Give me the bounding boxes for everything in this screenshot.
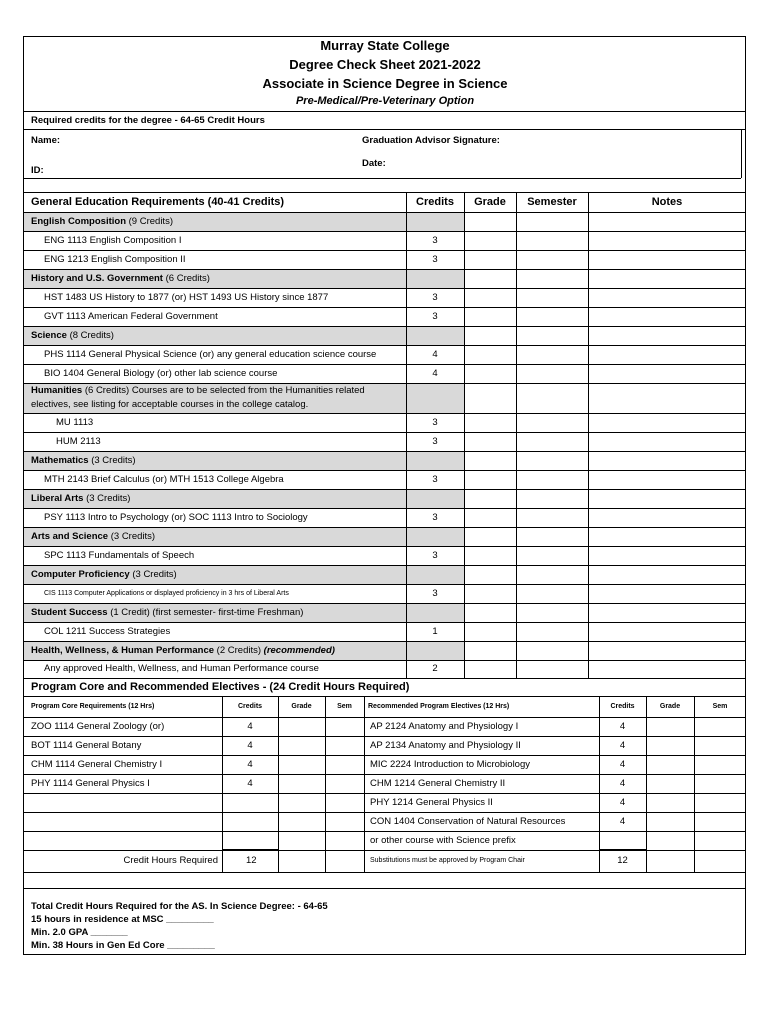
core-left-head: Program Core Requirements (12 Hrs) [31,703,155,710]
credits-math1: 3 [432,474,438,485]
course-sci2: BIO 1404 General Biology (or) other lab science course [44,368,278,379]
date-label: Date: [362,158,386,169]
section-cp-title: Computer Proficiency [31,569,130,580]
course-cp1: CIS 1113 Computer Applications or displayed proficiency in 3 hrs of Liberal Arts [44,590,289,597]
section-as-title: Arts and Science [31,531,109,542]
core-right-col-credits: Credits [610,703,635,710]
section-hum [31,384,365,412]
section-eng-credits: (9 Credits) [128,216,173,227]
credits-sci1: 4 [432,349,438,360]
credits-hist1: 3 [432,292,438,303]
footer-total: Total Credit Hours Required for the AS. In Science Degree: - 64-65 [31,901,328,912]
sheet-title: Degree Check Sheet 2021-2022 [289,57,481,72]
core-left-total: 12 [246,855,257,866]
course-math1: MTH 2143 Brief Calculus (or) MTH 1513 College Algebra [44,474,284,485]
section-ss [31,603,303,622]
credits-hum1: 3 [432,417,438,428]
col-credits: Credits [416,196,454,208]
credits-cp1: 3 [432,588,438,599]
credits-hist2: 3 [432,311,438,322]
id-label: ID: [31,165,44,176]
core-right-credits: 4 [619,778,626,789]
col-notes: Notes [651,196,683,208]
credits-sci2: 4 [432,368,438,379]
core-right-course: PHY 1214 General Physics II [370,797,493,808]
credits-ss1: 1 [432,626,438,637]
section-ss-title: Student Success [31,607,108,618]
core-right-course: CHM 1214 General Chemistry II [370,778,506,789]
substitutions-note: Substitutions must be approved by Program Chair [370,857,525,864]
section-as [31,527,155,546]
core-left-credits: 4 [247,721,253,732]
core-left-credits: 4 [247,778,253,789]
option-title: Pre-Medical/Pre-Veterinary Option [295,95,475,107]
required-credits: Required credits for the degree - 64-65 Credit Hours [31,115,265,126]
section-hum-text-2: electives, see listing for acceptable courses in the college catalog. [31,399,309,410]
footer-residence: 15 hours in residence at MSC _________ [31,914,214,925]
core-right-col-sem: Sem [712,703,728,710]
core-right-credits: 4 [619,797,626,808]
core-left-col-credits: Credits [237,703,263,710]
credit-hours-required-label: Credit Hours Required [123,855,218,866]
section-hw-title: Health, Wellness, & Human Performance [31,645,215,656]
core-right-course: AP 2124 Anatomy and Physiology I [370,721,519,732]
credits-hw1: 2 [432,663,438,674]
section-eng-title: English Composition [31,216,126,227]
degree-title: Associate in Science Degree in Science [262,76,508,91]
course-hist2: GVT 1113 American Federal Government [44,311,218,322]
core-right-credits: 4 [619,816,626,827]
course-hum2: HUM 2113 [56,436,101,447]
section-sci-credits: (8 Credits) [69,330,114,341]
core-left-course: CHM 1114 General Chemistry I [31,759,163,770]
section-eng [31,212,173,231]
section-hum-text: (6 Credits) Courses are to be selected from the Humanities related [84,385,365,396]
course-as1: SPC 1113 Fundamentals of Speech [44,550,195,561]
core-left-course: PHY 1114 General Physics I [31,778,150,789]
section-sci [31,326,114,345]
section-math-title: Mathematics [31,455,89,466]
section-hw [31,641,335,660]
college-name: Murray State College [320,38,450,53]
core-left-course: ZOO 1114 General Zoology (or) [31,721,165,732]
core-right-head: Recommended Program Electives (12 Hrs) [368,703,510,710]
section-hum-title: Humanities [31,385,83,396]
core-right-course: AP 2134 Anatomy and Physiology II [370,740,521,751]
core-right-credits: 4 [619,721,626,732]
course-hw1: Any approved Health, Wellness, and Human Performance course [44,663,319,674]
course-hist1: HST 1483 US History to 1877 (or) HST 1493 US History since 1877 [44,292,329,303]
col-semester: Semester [527,196,577,208]
section-hist-title: History and U.S. Government [31,273,163,284]
section-cp [31,565,177,584]
footer-requirements [31,900,328,952]
footer-gpa: Min. 2.0 GPA _______ [31,927,128,938]
course-la1: PSY 1113 Intro to Psychology (or) SOC 1113 Intro to Sociology [44,512,308,523]
section-math [31,451,136,470]
course-eng2: ENG 1213 English Composition II [44,254,186,265]
section-hw-credits: (2 Credits) [216,645,262,656]
section-hist [31,269,210,288]
core-left-col-grade: Grade [291,703,312,710]
course-sci1: PHS 1114 General Physical Science (or) any general education science course [44,349,377,360]
core-right-col-grade: Grade [659,703,681,710]
core-right-credits: 4 [619,759,626,770]
core-left-col-sem: Sem [337,703,352,710]
credits-la1: 3 [432,512,438,523]
gen-ed-title: General Education Requirements (40-41 Credits) [31,196,285,208]
advisor-signature-label: Graduation Advisor Signature: [362,135,500,146]
core-right-course: CON 1404 Conservation of Natural Resources [370,816,566,827]
credits-hum2: 3 [432,436,438,447]
section-hw-recommended: (recommended) [263,645,335,656]
section-hist-credits: (6 Credits) [165,273,210,284]
core-right-total: 12 [617,855,628,866]
name-label: Name: [31,135,61,146]
section-la-credits: (3 Credits) [86,493,131,504]
section-la-title: Liberal Arts [31,493,84,504]
col-grade: Grade [474,196,506,208]
core-right-course: MIC 2224 Introduction to Microbiology [370,759,530,770]
course-ss1: COL 1211 Success Strategies [44,626,171,637]
section-ss-credits: (1 Credit) (first semester- first-time Freshman) [110,607,304,618]
core-left-credits: 4 [247,759,253,770]
footer-gen-ed-hours: Min. 38 Hours in Gen Ed Core _________ [31,940,215,951]
course-hum1: MU 1113 [56,417,94,428]
core-left-course: BOT 1114 General Botany [31,740,142,751]
core-right-course: or other course with Science prefix [370,835,516,846]
credits-as1: 3 [432,550,438,561]
course-eng1: ENG 1113 English Composition I [44,235,182,246]
section-as-credits: (3 Credits) [110,531,156,542]
core-title: Program Core and Recommended Electives - (24 Credit Hours Required) [31,681,410,693]
section-math-credits: (3 Credits) [91,455,136,466]
section-la [31,489,130,508]
credits-eng2: 3 [432,254,438,265]
section-cp-credits: (3 Credits) [132,569,177,580]
credits-eng1: 3 [432,235,438,246]
core-right-credits: 4 [619,740,626,751]
core-left-credits: 4 [247,740,253,751]
section-sci-title: Science [31,330,67,341]
